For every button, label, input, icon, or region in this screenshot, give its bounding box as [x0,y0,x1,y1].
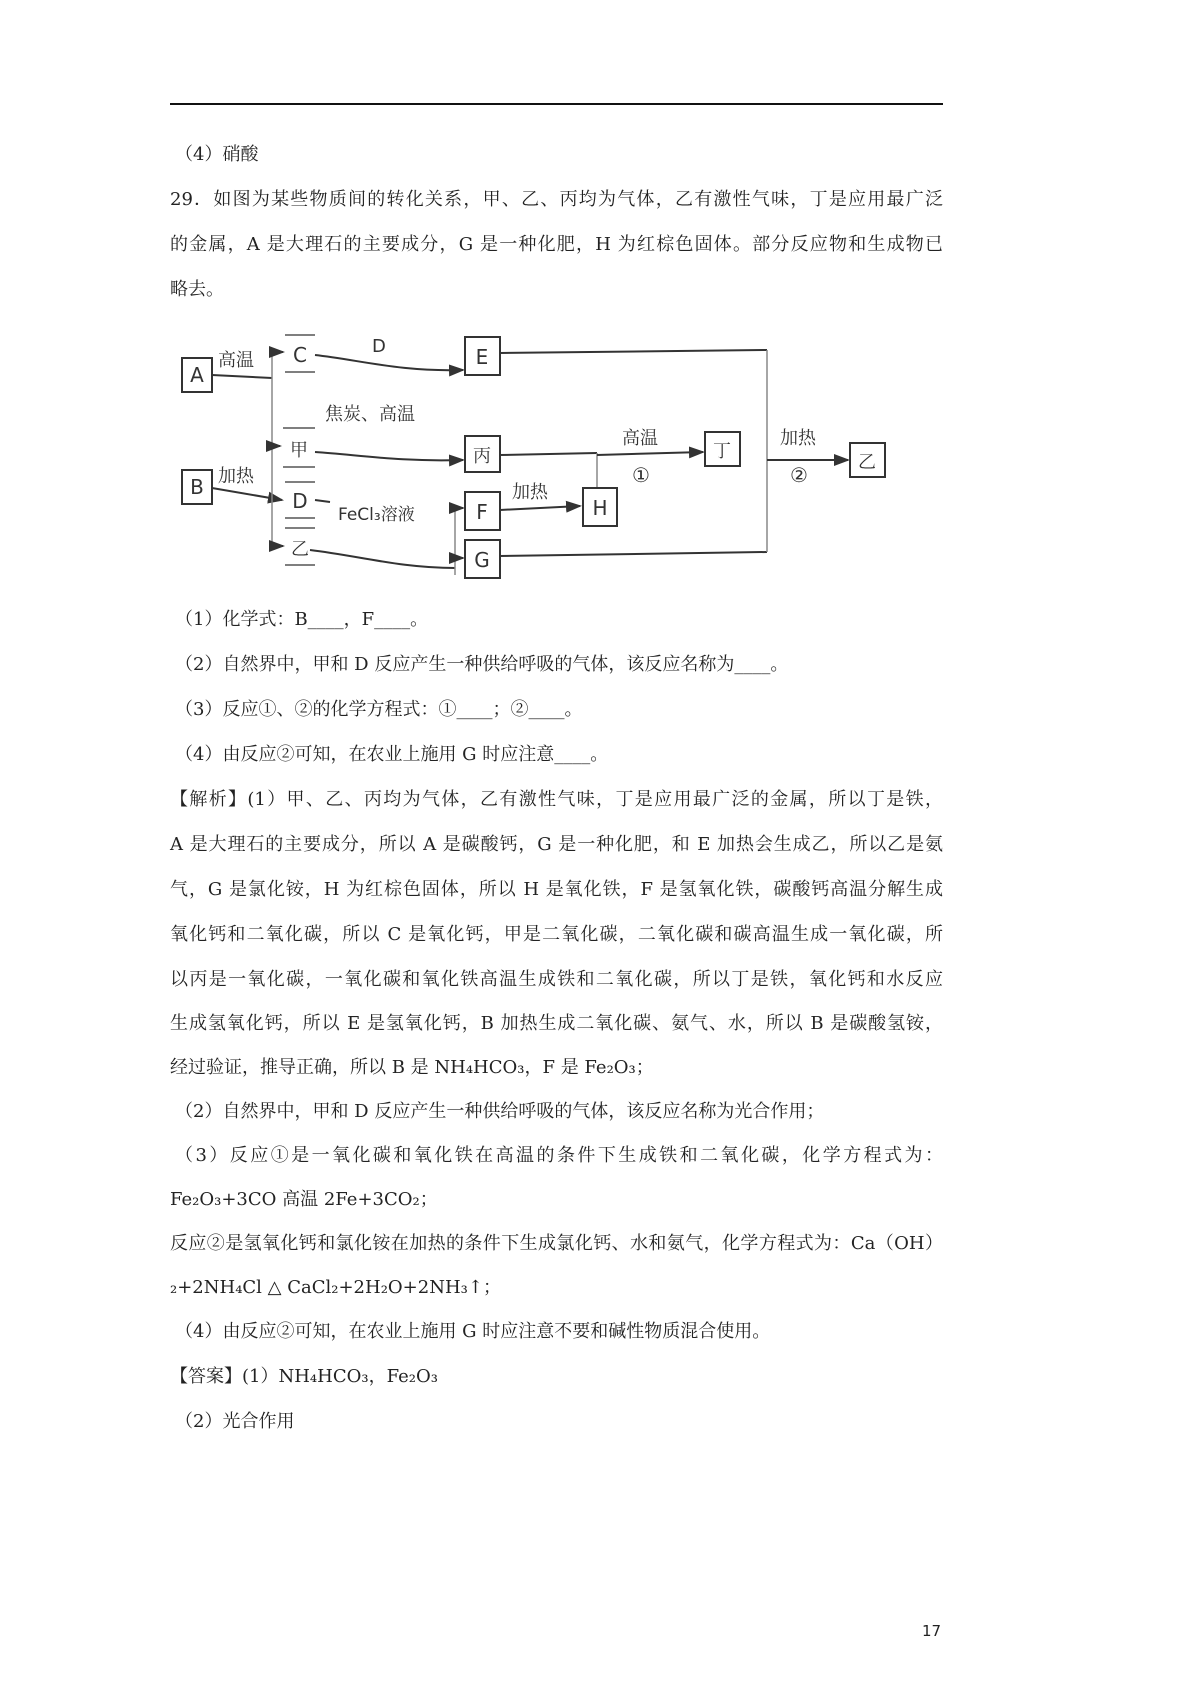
svg-text:A: A [190,363,204,387]
analysis-line: 经过验证，推导正确，所以 B 是 NH₄HCO₃，F 是 Fe₂O₃； [170,1057,654,1078]
svg-text:G: G [474,548,490,572]
answer-line: 【答案】(1）NH₄HCO₃，Fe₂O₃ [170,1366,438,1387]
node-B [182,470,212,504]
label-high-temp: 高温 [218,350,254,371]
analysis-line: （3）反应①是一氧化碳和氧化铁在高温的条件下生成铁和二氧化碳，化学方程式为： [175,1145,943,1166]
label-D: D [372,336,386,357]
label-heat: 加热 [780,428,816,449]
question-text: 29．如图为某些物质间的转化关系，甲、乙、丙均为气体，乙有激性气味，丁是应用最广泛 [170,189,943,210]
label-coke-high-temp: 焦炭、高温 [325,404,415,425]
analysis-line: 反应②是氢氧化钙和氯化铵在加热的条件下生成氯化钙、水和氨气，化学方程式为：Ca（OH） [170,1233,943,1254]
equation-1: Fe₂O₃+3CO 高温 2Fe+3CO₂； [170,1189,438,1210]
analysis-line: 生成氢氧化钙，所以 E 是氢氧化钙，B 加热生成二氧化碳、氨气、水，所以 B 是碳酸氢铵， [170,1013,943,1034]
svg-text:乙: 乙 [858,452,876,473]
question-part: （2）自然界中，甲和 D 反应产生一种供给呼吸的气体，该反应名称为____。 [175,654,789,675]
node-H [583,488,617,526]
label-heat: 加热 [218,466,254,487]
label-fecl3-solution: FeCl₃溶液 [338,505,415,525]
page-number: 17 [922,1622,942,1640]
equation-2: ₂+2NH₄Cl △ CaCl₂+2H₂O+2NH₃↑； [170,1277,501,1298]
svg-text:甲: 甲 [290,440,308,461]
analysis-line: 以丙是一氧化碳，一氧化碳和氧化铁高温生成铁和二氧化碳，所以丁是铁，氧化钙和水反应 [170,969,943,990]
svg-text:C: C [293,343,307,367]
analysis-line: 气，G 是氯化铵，H 为红棕色固体，所以 H 是氧化铁，F 是氢氧化铁，碳酸钙高温分解生成 [170,879,943,900]
svg-text:B: B [190,475,204,499]
svg-text:丙: 丙 [473,446,491,467]
node-ding [705,432,740,466]
node-yi-product [850,443,885,477]
question-part: （3）反应①、②的化学方程式：①____；②____。 [175,699,583,720]
analysis-line: A 是大理石的主要成分，所以 A 是碳酸钙，G 是一种化肥，和 E 加热会生成乙，所以乙是氨 [170,834,943,855]
label-high-temp: 高温 [622,428,658,449]
svg-text:乙: 乙 [291,539,309,560]
node-C [285,335,315,372]
analysis-line: （4）由反应②可知，在农业上施用 G 时应注意不要和碱性物质混合使用。 [175,1321,771,1342]
conversion-diagram [0,0,1200,600]
node-E [465,337,500,375]
svg-text:H: H [592,496,608,520]
node-jia [283,428,315,467]
question-text: 的金属，A 是大理石的主要成分，G 是一种化肥，H 为红棕色固体。部分反应物和生成物已 [170,234,943,255]
analysis-line: 【解析】(1）甲、乙、丙均为气体，乙有激性气味，丁是应用最广泛的金属，所以丁是铁， [170,789,943,810]
node-bing [465,436,500,472]
svg-text:丁: 丁 [713,441,731,462]
question-text: 略去。 [170,279,224,300]
label-heat: 加热 [512,482,548,503]
node-F [465,492,500,530]
label-reaction-1: ① [632,463,650,487]
question-part: （1）化学式：B____，F____。 [175,609,429,630]
question-part: （4）由反应②可知，在农业上施用 G 时应注意____。 [175,744,609,765]
label-reaction-2: ② [790,463,808,487]
node-yi [285,528,315,565]
answer-line: （2）光合作用 [175,1411,295,1432]
analysis-line: （2）自然界中，甲和 D 反应产生一种供给呼吸的气体，该反应名称为光合作用； [175,1101,825,1122]
svg-text:E: E [475,345,489,369]
prev-answer-item: （4）硝酸 [175,144,259,165]
node-G [465,540,500,578]
node-A [182,358,212,392]
svg-text:D: D [292,489,308,513]
node-D [285,482,315,518]
analysis-line: 氧化钙和二氧化碳，所以 C 是氧化钙，甲是二氧化碳，二氧化碳和碳高温生成一氧化碳，所 [170,924,943,945]
svg-text:F: F [476,500,488,524]
